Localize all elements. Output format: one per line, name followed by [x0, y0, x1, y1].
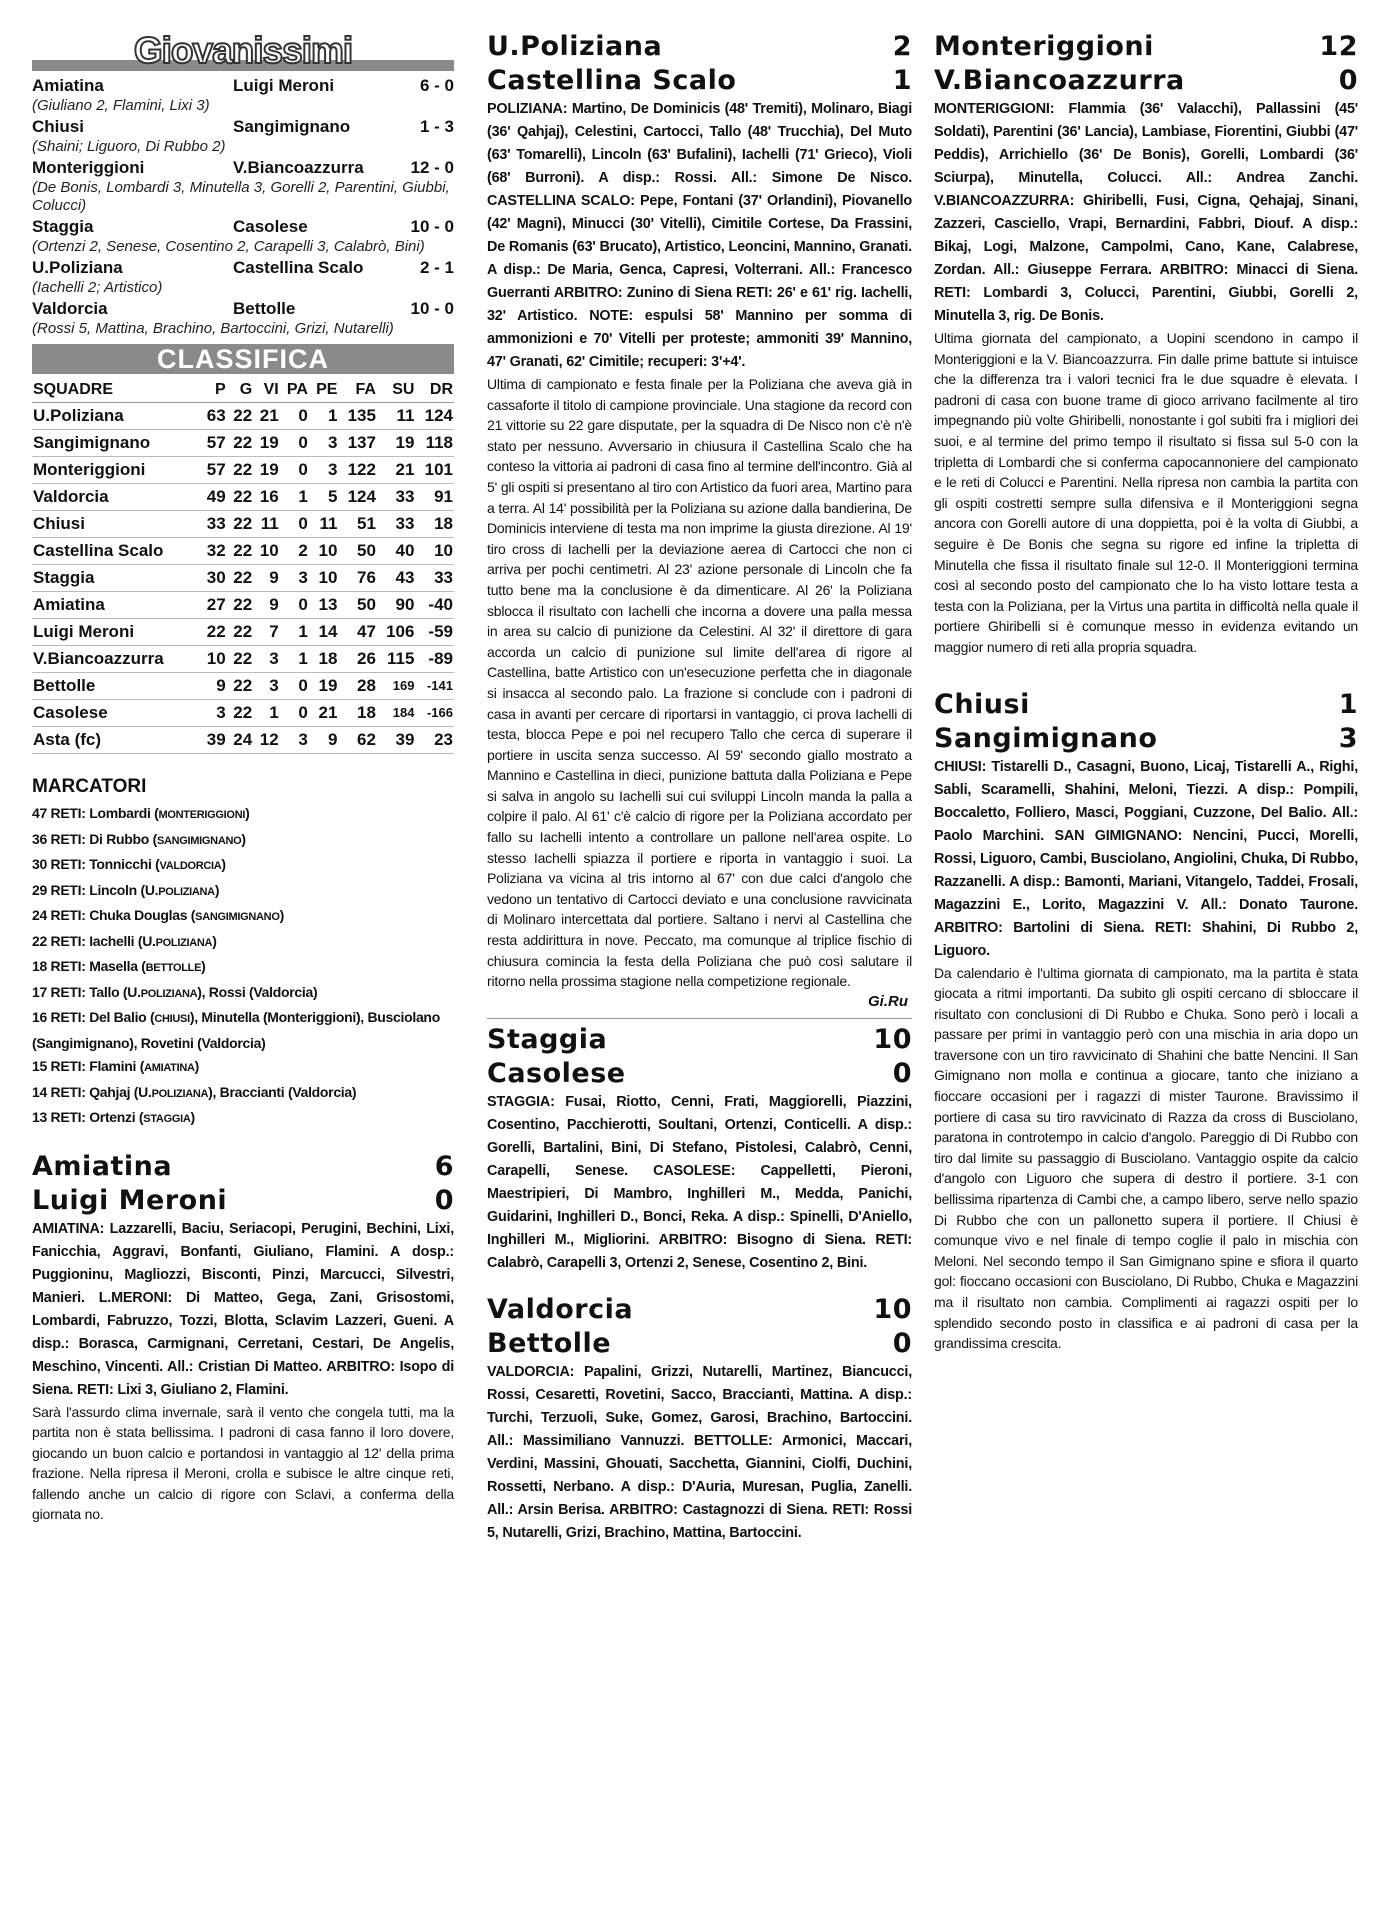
team-name: Luigi Meroni: [32, 619, 200, 646]
stat-cell: 33: [200, 511, 227, 538]
home-team: Staggia: [32, 217, 94, 236]
score: 2 - 1: [419, 258, 454, 277]
stat-cell: 22: [227, 619, 254, 646]
team-name: Chiusi: [32, 511, 200, 538]
score: 10 - 0: [410, 299, 454, 318]
stat-cell: 22: [227, 403, 254, 430]
classifica-title: CLASSIFICA: [157, 344, 329, 374]
standings-col-header: SU: [377, 378, 415, 403]
stat-cell: 115: [377, 646, 415, 673]
scorer-entry: [32, 879, 454, 905]
away-goals: 0: [892, 1327, 912, 1359]
scorer-rest: ): [245, 805, 250, 821]
scorer-rest: ), Rossi (Valdorcia): [197, 983, 318, 1000]
standings-row: [32, 511, 454, 538]
lineups-chiusi: CHIUSI: Tistarelli D., Casagni, Buono, Licaj, Tistarelli A., Righi, Sabli, Scaramelli, Shahini, Meloni, Tiezzi. A disp.: Pompili, Boccaletto, Folliero, Masci, Poggiani, Cuzzone, Del Balio. All.: Paolo Marchini. SAN GIMIGNANO: Nencini, Pucci, Morelli, Rossi, Liguoro, Cambi, Busciolano, Angiolini, Chuka, Di Rubbo, Razzanelli. A disp.: Bamonti, Mariani, Vitangelo, Taddei, Frosali, Magazzini E., Lorito, Magazzini V. All.: Donato Taurone. ARBITRO: Bartolini di Siena. RETI: Shahini, Di Rubbo 2, Liguoro.: [934, 758, 1358, 959]
stat-cell: -89: [415, 646, 454, 673]
scorer-entry: [32, 1081, 454, 1107]
stat-cell: 0: [280, 700, 309, 727]
stat-cell: 0: [280, 430, 309, 457]
scorer-entry: [32, 828, 454, 854]
lineups-staggia: STAGGIA: Fusai, Riotto, Cenni, Frati, Maggiorelli, Piazzini, Cosentino, Pacchierotti, Soultani, Ortenzi, Conticelli. A disp.: Gorelli, Bartalini, Bini, Di Stefano, Pistolesi, Calabrò, Cenni, Carapelli, Senese. CASOLESE: Cappelletti, Pieroni, Maestripieri, Di Mambro, Inghilleri M., Medda, Panichi, Guidarini, Inghilleri D., Bonci, Reka. A disp.: Spinelli, D'Aniello, Inghilleri M., Migliorini. ARBITRO: Bisogno di Siena. RETI: Calabrò, Carapelli 3, Ortenzi 2, Senese, Cosentino 2, Bini.: [487, 1093, 912, 1271]
home-goals: 2: [892, 31, 912, 62]
match-header-valdorcia: [487, 1293, 912, 1361]
stat-cell: 62: [338, 727, 376, 754]
away-team: V.Biancoazzurra: [934, 65, 1185, 96]
match-header-amiatina: [32, 1150, 454, 1218]
scorer-rest: ): [201, 958, 206, 974]
home-team: Valdorcia: [487, 1293, 634, 1325]
scorer-name: 13 RETI: Ortenzi (: [32, 1109, 144, 1125]
standings-header-row: [32, 378, 454, 403]
scorer-name: 15 RETI: Flamini (: [32, 1058, 145, 1074]
standings-row: [32, 457, 454, 484]
team-name: V.Biancoazzurra: [32, 646, 200, 673]
stat-cell: 18: [415, 511, 454, 538]
scorer-rest: ): [212, 932, 217, 949]
stat-cell: -40: [415, 592, 454, 619]
lineups-poliziana: POLIZIANA: Martino, De Dominicis (48' Tremiti), Molinaro, Biagi (36' Qahjaj), Celestini, Cartocci, Tallo (48' Trucchia), Del Muto (63' Tomarelli), Lincoln (63' Bufalini), Iachelli (71' Grieco), Violi (68' Burroni). A disp.: Rossi. All.: Simone De Nisco. CASTELLINA SCALO: Pepe, Fontani (37' Orlandini), Piovanello (42' Magni), Minucci (30' Vitelli), Cimitile Cortese, Da Frassini, De Romanis (63' Brucato), Artistico, Leoncini, Mannino, Granati. A disp.: De Maria, Genca, Capresi, Volterrani. All.: Francesco Guerranti ARBITRO: Zunino di Siena RETI: 26' e 61' rig. Iachelli, 32' Artistico. NOTE: espulsi 58' Mannino per somma di ammonizioni e 70' Vitelli per proteste; ammoniti 39' Mannino, 47' Granati, 62' Cimitile; recuperi: 3'+4'.: [487, 101, 912, 370]
stat-cell: 27: [200, 592, 227, 619]
home-team: U.Poliziana: [487, 31, 663, 62]
stat-cell: 3: [253, 673, 280, 700]
away-goals: 1: [892, 65, 912, 96]
stat-cell: 3: [280, 727, 309, 754]
scorer-name: 17 RETI: Tallo (U.: [32, 983, 141, 1000]
stat-cell: 22: [227, 592, 254, 619]
away-team: Castellina Scalo: [233, 258, 364, 277]
scorer-rest: ): [279, 907, 284, 923]
stat-cell: 33: [377, 484, 415, 511]
away-goals: 0: [434, 1184, 454, 1216]
result-item: [32, 116, 454, 156]
scorers: (Rossi 5, Mattina, Brachino, Bartoccini, Grizi, Nutarelli): [32, 320, 394, 337]
lineups-amiatina: AMIATINA: Lazzarelli, Baciu, Seriacopi, Perugini, Bechini, Lixi, Fanicchia, Aggravi, Bonfanti, Giuliano, Flamini. A dosp.: Puggioninu, Magliozzi, Bisconti, Pinzi, Marcucci, Silvestri, Manieri. L.MERONI: Di Matteo, Gega, Zani, Grisostomi, Lombardi, Fabruzzo, Tozzi, Blotta, Sclavim Lazzeri, Gueni. A disp.: Borasca, Carmignani, Cerretani, Cestari, De Angelis, Meschino, Vincenti. All.: Cristian Di Matteo. ARBITRO: Isopo di Siena. RETI: Lixi 3, Giuliano 2, Flamini.: [32, 1220, 454, 1398]
report-amiatina: Sarà l'assurdo clima invernale, sarà il vento che congela tutti, ma la partita non è stata bellissima. I padroni di casa fanno il loro dovere, giocando un buon calcio e portandosi in vantaggio al 12' della prima frazione. Nella ripresa il Meroni, crolla e subisce le altre cinque reti, fallendo anche un calcio di rigore con Sclavi, a conferma della giornata no.: [32, 1403, 454, 1523]
stat-cell: 22: [227, 457, 254, 484]
stat-cell: 106: [377, 619, 415, 646]
away-team: Casolese: [233, 217, 308, 236]
stat-cell: 57: [200, 457, 227, 484]
stat-cell: 184: [377, 700, 415, 727]
results-list: [32, 75, 454, 338]
stat-cell: 169: [377, 673, 415, 700]
stat-cell: 22: [227, 430, 254, 457]
stat-cell: 23: [415, 727, 454, 754]
scorer-entry: [32, 802, 454, 828]
stat-cell: 76: [338, 565, 376, 592]
team-name: Amiatina: [32, 592, 200, 619]
stat-cell: -141: [415, 673, 454, 700]
scorer-name: 18 RETI: Masella (: [32, 958, 146, 974]
away-team: Luigi Meroni: [32, 1184, 228, 1216]
stat-cell: 10: [415, 538, 454, 565]
home-team: Amiatina: [32, 76, 104, 95]
home-goals: 10: [873, 1293, 912, 1325]
away-goals: 3: [1338, 722, 1358, 754]
home-team: Monteriggioni: [32, 158, 145, 177]
stat-cell: -59: [415, 619, 454, 646]
stat-cell: 1: [309, 403, 339, 430]
stat-cell: 18: [309, 646, 339, 673]
stat-cell: 19: [253, 457, 280, 484]
stat-cell: 21: [377, 457, 415, 484]
home-team: Monteriggioni: [934, 31, 1154, 62]
stat-cell: 22: [227, 538, 254, 565]
standings-col-header: SQUADRE: [32, 378, 200, 403]
stat-cell: 3: [253, 646, 280, 673]
stat-cell: 124: [415, 403, 454, 430]
standings-col-header: FA: [338, 378, 376, 403]
report-chiusi: Da calendario è l'ultima giornata di campionato, ma la partita è stata giocata a ritmi importanti. Da subito gli ospiti cercano di sbloccare il risultato con conclusioni di Di Rubbo e Chuka. Sono però i locali a passare per primi in vantaggio però con una mischia in aria dopo un traversone con un tiro ravvicinato di Shahini che batte Nencini. Il San Gimignano non molla e continua a giocare, tanto che iniziano a fioccare occasioni per i ragazzi di mister Taurone. Bravissimo il portiere di casa su tiro ravvicinato di Razza da cross di Busciolano, paratona in controtempo in calcio d'angolo. Pareggio di Di Rubbo con tiro dal limite su passaggio di Busciolano. Vantaggio ospite da calcio d'angolo con Liguoro che supera di destro il portiere. 3-1 con bellissima ripartenza di Cambi che, a campo libero, serve nello spazio Di Rubbo che con un pallonetto supera il portiere. Il Chiusi è comunque vivo e nel finale di tempo coglie il palo in mischia con Meloni. Nel secondo tempo il San Gimignano spine e sfiora il quarto gol: fioccano occasioni con Busciolano, Di Rubbo, Chuka e Magazzini ma il risultato non cambia. Complimenti ai ragazzi ospiti per lo splendido secondo posto in classifica e ai padroni di casa per la grandissima crescita.: [934, 964, 1358, 1352]
scorer-team: AMIATINA: [144, 1062, 195, 1074]
stat-cell: 9: [200, 673, 227, 700]
result-item: [32, 257, 454, 297]
scorer-team: BETTOLLE: [145, 962, 202, 974]
stat-cell: 19: [253, 430, 280, 457]
stat-cell: 3: [309, 457, 339, 484]
scorer-entry: [32, 1006, 454, 1055]
away-team: Castellina Scalo: [487, 65, 737, 96]
scorer-team: POLIZIANA: [140, 987, 198, 1000]
scorer-rest: ): [241, 830, 246, 847]
scorer-entry: [32, 981, 454, 1007]
lineups-valdorcia: VALDORCIA: Papalini, Grizzi, Nutarelli, Martinez, Biancucci, Rossi, Cesaretti, Rovetini, Sacco, Braccianti, Mattina. A disp.: Turchi, Terzuoli, Suke, Gomez, Garosi, Brachino, Bartoccini. All.: Massimiliano Vannuzzi. BETTOLLE: Armonici, Maccari, Verdini, Massini, Ghouati, Sacchetta, Giannini, Ciolfi, Duchini, Rossetti, Nerbano. A disp.: D'Auria, Muresan, Puglia, Zanelli. All.: Arsin Berisa. ARBITRO: Castagnozzi di Siena. RETI: Rossi 5, Nutarelli, Grizi, Brachino, Mattina, Bartoccini.: [487, 1363, 912, 1541]
stat-cell: 90: [377, 592, 415, 619]
stat-cell: 22: [200, 619, 227, 646]
team-name: Sangimignano: [32, 430, 200, 457]
scorer-team: POLIZIANA: [155, 936, 213, 949]
scorer-team: CHIUSI: [154, 1013, 190, 1025]
scorer-name: 22 RETI: Iachelli (U.: [32, 932, 156, 949]
team-name: Asta (fc): [32, 727, 200, 754]
stat-cell: 22: [227, 646, 254, 673]
team-name: Valdorcia: [32, 484, 200, 511]
match-header-monteriggioni: [934, 30, 1358, 98]
lineups-monteriggioni: MONTERIGGIONI: Flammia (36' Valacchi), Pallassini (45' Soldati), Parentini (36' Lancia), Lambiase, Fiorentini, Giubbi (47' Peddis), Arrichiello (36' De Bonis), Gorelli, Lombardi (36' Sciurpa), Minutella, Colucci. All.: Andrea Zanchi. V.BIANCOAZZURRA: Ghiribelli, Fusi, Cigna, Qehajaj, Sinani, Zazzeri, Casciello, Vrapi, Bernardini, Fabbri, Diouf. A disp.: Bikaj, Logi, Malzone, Campolmi, Cano, Kane, Calabrese, Zordan. All.: Giuseppe Ferrara. ARBITRO: Minacci di Siena. RETI: Lombardi 3, Colucci, Parentini, Giubbi, Gorelli 2, Minutella 3, rig. De Bonis.: [934, 101, 1358, 324]
away-team: V.Biancoazzurra: [233, 158, 364, 177]
stat-cell: 51: [338, 511, 376, 538]
match-header-staggia: [487, 1023, 912, 1091]
home-team: Chiusi: [934, 688, 1030, 720]
home-team: U.Poliziana: [32, 258, 123, 277]
stat-cell: 43: [377, 565, 415, 592]
home-goals: 1: [1338, 688, 1358, 720]
team-name: Casolese: [32, 700, 200, 727]
scorer-team: POLIZIANA: [158, 885, 215, 898]
scorers: (Giuliano 2, Flamini, Lixi 3): [32, 97, 210, 114]
stat-cell: 22: [227, 700, 254, 727]
stat-cell: 5: [309, 484, 339, 511]
stat-cell: 0: [280, 403, 309, 430]
away-team: Bettolle: [233, 299, 296, 318]
stat-cell: 137: [338, 430, 376, 457]
scorer-rest: ): [194, 1058, 199, 1074]
stat-cell: 22: [227, 673, 254, 700]
scorer-name: 14 RETI: Qahjaj (U.: [32, 1083, 152, 1100]
match-header-poliziana: [487, 30, 912, 98]
home-goals: 12: [1319, 31, 1358, 62]
scorer-name: 36 RETI: Di Rubbo (: [32, 830, 157, 847]
stat-cell: 1: [253, 700, 280, 727]
stat-cell: 3: [280, 565, 309, 592]
stat-cell: 14: [309, 619, 339, 646]
standings-col-header: DR: [415, 378, 454, 403]
stat-cell: 0: [280, 592, 309, 619]
scorer-name: 16 RETI: Del Balio (: [32, 1009, 155, 1025]
standings-row: [32, 538, 454, 565]
stat-cell: 101: [415, 457, 454, 484]
standings-row: [32, 646, 454, 673]
standings-row: [32, 403, 454, 430]
home-goals: 6: [434, 1150, 454, 1182]
away-team: Casolese: [487, 1057, 626, 1089]
stat-cell: 3: [309, 430, 339, 457]
stat-cell: 10: [200, 646, 227, 673]
stat-cell: 124: [338, 484, 376, 511]
stat-cell: 22: [227, 565, 254, 592]
stat-cell: 40: [377, 538, 415, 565]
standings-row: [32, 430, 454, 457]
scorer-team: STAGGIA: [143, 1113, 191, 1125]
stat-cell: 32: [200, 538, 227, 565]
column-2: [487, 30, 912, 1545]
stat-cell: 91: [415, 484, 454, 511]
scorer-team: VALDORCIA: [159, 860, 222, 872]
stat-cell: 11: [309, 511, 339, 538]
column-3: [934, 30, 1358, 1354]
away-goals: 0: [892, 1057, 912, 1089]
stat-cell: 135: [338, 403, 376, 430]
stat-cell: 118: [415, 430, 454, 457]
stat-cell: 3: [200, 700, 227, 727]
stat-cell: 19: [377, 430, 415, 457]
standings-col-header: VI: [253, 378, 280, 403]
scorer-entry: [32, 904, 454, 930]
stat-cell: 9: [253, 565, 280, 592]
result-item: [32, 75, 454, 115]
standings-col-header: P: [200, 378, 227, 403]
stat-cell: 9: [253, 592, 280, 619]
stat-cell: 0: [280, 511, 309, 538]
stat-cell: 39: [377, 727, 415, 754]
away-team: Sangimignano: [934, 722, 1158, 754]
stat-cell: 11: [253, 511, 280, 538]
stat-cell: 19: [309, 673, 339, 700]
standings-col-header: PA: [280, 378, 309, 403]
team-name: Staggia: [32, 565, 200, 592]
stat-cell: 0: [280, 673, 309, 700]
scorer-rest: ): [214, 881, 220, 898]
stat-cell: 28: [338, 673, 376, 700]
standings-row: [32, 727, 454, 754]
stat-cell: 63: [200, 403, 227, 430]
result-item: [32, 157, 454, 215]
stat-cell: 50: [338, 592, 376, 619]
stat-cell: 57: [200, 430, 227, 457]
section-title: Giovanissimi: [133, 30, 353, 71]
stat-cell: -166: [415, 700, 454, 727]
scorer-entry: [32, 1106, 454, 1132]
stat-cell: 49: [200, 484, 227, 511]
scorer-team: POLIZIANA: [151, 1087, 209, 1100]
standings-row: [32, 700, 454, 727]
stat-cell: 122: [338, 457, 376, 484]
score: 10 - 0: [410, 217, 454, 236]
away-team: Luigi Meroni: [233, 76, 335, 95]
stat-cell: 21: [309, 700, 339, 727]
scorer-team: SANGIMIGNANO: [195, 911, 280, 923]
home-team: Staggia: [487, 1023, 608, 1055]
divider: [487, 1018, 912, 1019]
stat-cell: 10: [309, 565, 339, 592]
marcatori-list: [32, 802, 454, 1132]
team-name: Castellina Scalo: [32, 538, 200, 565]
report-monteriggioni: Ultima giornata del campionato, a Uopini scendono in campo il Monteriggioni e la V. Biancoazzurra. Fin dalle prime battute si intuisce che la differenza tra i valori tecnici fra le due squadre è elevata. I padroni di casa con buone trame di gioco arrivano facilmente al tiro impegnando più volte Ghiribelli, nonostante i gol subiti fra i migliori dei suoi, e al termine del primo tempo il risultato si fissa sul 5-0 con la tripletta di Lombardi che si conferma capocannoniere del campionato e le reti di Colucci e Parentini. Nella ripresa non cambia la partita con gli ospiti costretti sempre sulla difensiva e il Monteriggioni segna ancora con Gorelli autore di una doppietta, poi è la volta di Giubbi, a seguire è De Bonis che segna su rigore ed infine la tripletta di Minutella che fissa il risultato finale sul 12-0. Il Monteriggioni termina così al secondo posto del campionato che lo ha visto lottare testa a testa con la Poliziana, per la Virtus una partita in difficoltà nella quale il portiere Ghiribelli si è comunque messo in evidenza evitando un maggior numero di reti alla propria squadra.: [934, 330, 1358, 655]
scorer-entry: [32, 1055, 454, 1081]
stat-cell: 1: [280, 484, 309, 511]
stat-cell: 50: [338, 538, 376, 565]
scorer-rest: ), Minutella (Monteriggioni), Busciolano (Sangimignano), Rovetini (Valdorcia): [32, 1009, 440, 1051]
standings-table: [32, 378, 454, 754]
home-team: Valdorcia: [32, 299, 108, 318]
scorer-entry: [32, 930, 454, 956]
classifica-banner: [32, 344, 454, 374]
stat-cell: 13: [309, 592, 339, 619]
standings-row: [32, 592, 454, 619]
stat-cell: 9: [309, 727, 339, 754]
standings-col-header: PE: [309, 378, 339, 403]
stat-cell: 2: [280, 538, 309, 565]
stat-cell: 1: [280, 646, 309, 673]
stat-cell: 12: [253, 727, 280, 754]
stat-cell: 10: [253, 538, 280, 565]
stat-cell: 30: [200, 565, 227, 592]
result-item: [32, 216, 454, 256]
scorer-name: 29 RETI: Lincoln (U.: [32, 881, 159, 898]
stat-cell: 33: [415, 565, 454, 592]
home-team: Chiusi: [32, 117, 84, 136]
stat-cell: 0: [280, 457, 309, 484]
standings-row: [32, 673, 454, 700]
scorer-rest: ): [190, 1109, 195, 1125]
stat-cell: 22: [227, 511, 254, 538]
standings-col-header: G: [227, 378, 254, 403]
giovanissimi-banner: [32, 30, 454, 71]
stat-cell: 26: [338, 646, 376, 673]
author-signature: Gi.Ru: [868, 992, 908, 1010]
scorer-name: 24 RETI: Chuka Douglas (: [32, 907, 196, 923]
scorer-rest: ), Braccianti (Valdorcia): [208, 1083, 357, 1100]
stat-cell: 33: [377, 511, 415, 538]
scorer-name: 30 RETI: Tonnicchi (: [32, 856, 160, 872]
report-poliziana: Ultima di campionato e festa finale per la Poliziana che aveva già in cassaforte il titolo di campione provinciale. Una stagione da record con 21 vittorie su 22 gare disputate, per la squadra di De Nisco non c'è n'è stato per nessuno. Avversario in chiusura il Castellina Scalo che ha conteso la vittoria ai padroni di casa fino al termine dell'incontro. Già al 5' gli ospiti si presentano al tiro con Artistico da fuori area, Martino para a terra. Al 14' possibilità per la Poliziana su azione dalla bandierina, De Dominicis interviene di testa ma non imprime la giusta direzione. Al 19' tiro cross di Iachelli per la deviazione aerea di Cartocci che non ci arriva per pochi centimetri. Al 23' azione personale di Lincoln che fa tutto bene ma la conclusione è da dimenticare. Al 26' la Poliziana sblocca il risultato con Iachelli che incorna a dovere una palla messa in area su calcio di punizione da Celestini. Al 32' il direttore di gara accorda un calcio di punizione sul limite dell'area di rigore al Castellina, batte Artistico con un'esecuzione perfetta che in diagonale si insacca al secondo palo. La frazione si conclude con i padroni di casa in avanti per cercare di riportarsi in vantaggio, ci prova Iachelli di testa, blocca Pepe e poi nel recupero Tallo che cerca di superare il portiere in uscita senza successo. Al 59' secondo giallo mostrato a Mannino e Castellina in dieci, punizione battuta dalla Poliziana e Pepe si salva in angolo su Iachelli sui cui sviluppi Lincoln manda la palla a colpire il palo. Al 61' c'è calcio di rigore per la Poliziana accordato per fallo su Iachelli intento a controllare un pallone nell'area ospite. Lo stesso Iachelli spiazza il portiere e riporta in vantaggio i suoi. La Poliziana va vicina al tris intorno al 67' con due calci d'angolo che vedono un tentativo di Cartocci deviato e una conclusione ravvicinata di Molinaro intercettata dal portiere. Saltano i nervi al Castellina che resta addirittura in nove. Peccato, ma comunque al triplice fischio di chiusura comincia la festa della Poliziana che può così salutare il ritorno nella prossima stagione nella competizione regionale.: [487, 376, 912, 990]
score: 6 - 0: [419, 76, 454, 95]
marcatori-title: MARCATORI: [32, 776, 147, 797]
scorer-entry: [32, 853, 454, 879]
stat-cell: 16: [253, 484, 280, 511]
scorer-rest: ): [221, 856, 226, 872]
stat-cell: 24: [227, 727, 254, 754]
stat-cell: 18: [338, 700, 376, 727]
standings-row: [32, 565, 454, 592]
team-name: Monteriggioni: [32, 457, 200, 484]
scorer-team: MONTERIGGIONI: [158, 809, 246, 821]
away-goals: 0: [1338, 65, 1358, 96]
stat-cell: 21: [253, 403, 280, 430]
home-team: Amiatina: [32, 1150, 173, 1182]
away-team: Sangimignano: [233, 117, 351, 136]
team-name: Bettolle: [32, 673, 200, 700]
stat-cell: 47: [338, 619, 376, 646]
stat-cell: 22: [227, 484, 254, 511]
scorer-name: 47 RETI: Lombardi (: [32, 805, 159, 821]
stat-cell: 7: [253, 619, 280, 646]
match-header-chiusi: [934, 688, 1358, 756]
scorers: (Ortenzi 2, Senese, Cosentino 2, Carapelli 3, Calabrò, Bini): [32, 238, 425, 255]
scorers: (Iachelli 2; Artistico): [32, 279, 163, 296]
scorers: (De Bonis, Lombardi 3, Minutella 3, Gorelli 2, Parentini, Giubbi, Colucci): [32, 179, 450, 214]
column-1: [32, 30, 454, 1525]
stat-cell: 11: [377, 403, 415, 430]
stat-cell: 1: [280, 619, 309, 646]
result-item: [32, 298, 454, 338]
standings-row: [32, 619, 454, 646]
team-name: U.Poliziana: [32, 403, 200, 430]
stat-cell: 10: [309, 538, 339, 565]
scorer-team: SANGIMIGNANO: [156, 834, 242, 847]
scorer-entry: [32, 955, 454, 981]
standings-row: [32, 484, 454, 511]
home-goals: 10: [873, 1023, 912, 1055]
score: 12 - 0: [410, 158, 454, 177]
score: 1 - 3: [419, 117, 454, 136]
stat-cell: 39: [200, 727, 227, 754]
away-team: Bettolle: [487, 1327, 612, 1359]
scorers: (Shaini; Liguoro, Di Rubbo 2): [32, 138, 226, 155]
